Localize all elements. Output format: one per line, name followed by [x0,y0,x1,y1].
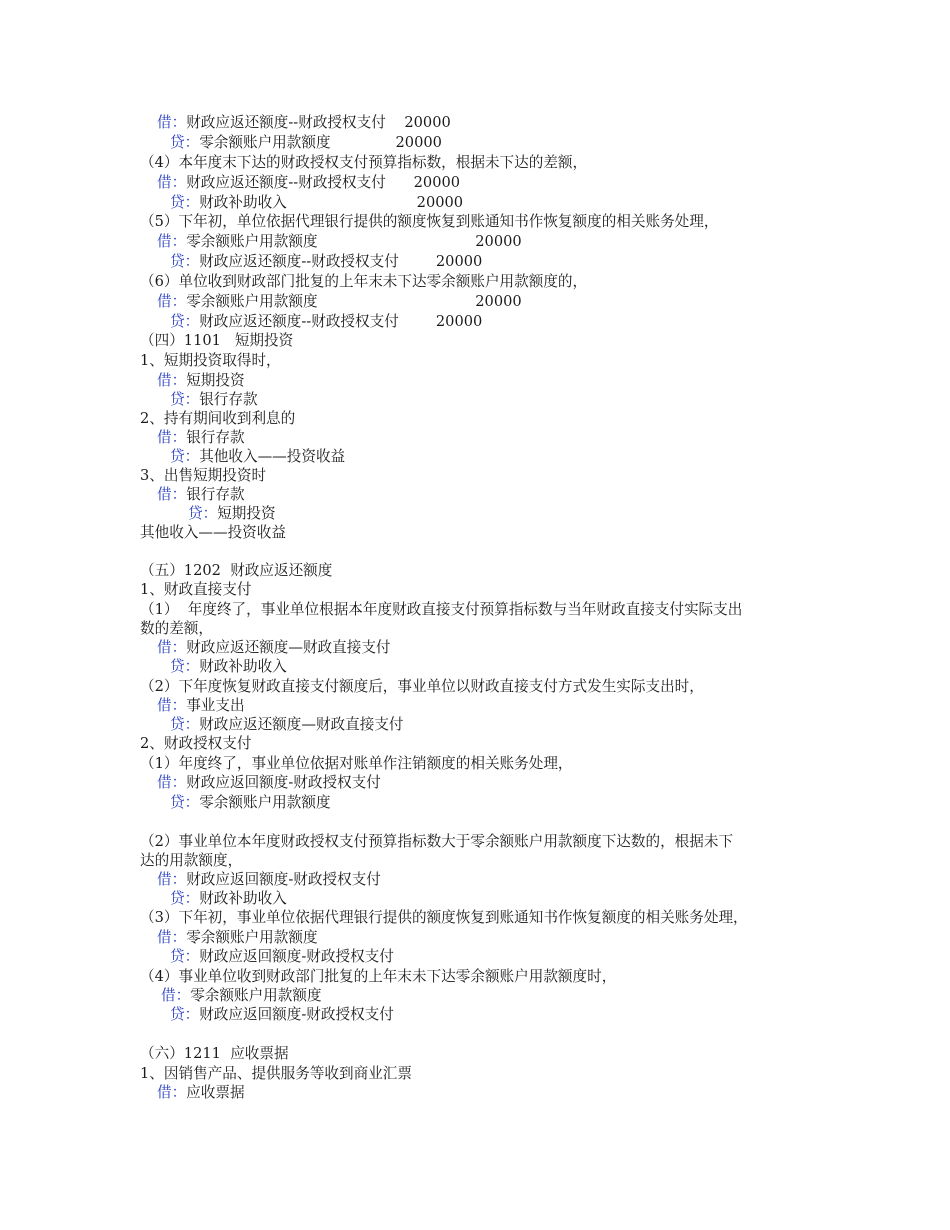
debit-label: 借： [157,639,187,656]
line-text: （6）单位收到财政部门批复的上年末未下达零余额账户用款额度的， [140,273,588,290]
credit-entry-line [170,390,258,409]
debit-label: 借： [157,174,187,191]
credit-label: 贷： [170,253,200,270]
credit-entry-line [170,193,463,212]
text-line [140,851,242,870]
credit-entry-line [170,793,331,812]
line-text: （四）1101 短期投资 [140,332,294,349]
credit-label: 贷： [170,194,200,211]
debit-entry-line [157,638,391,657]
text-line [140,619,213,638]
debit-entry-line [157,485,245,504]
text-line [140,908,748,927]
debit-label: 借： [157,372,187,389]
credit-label: 贷： [170,890,200,907]
line-text: 财政应返还额度—财政直接支付 [199,716,404,733]
credit-label: 贷： [170,948,200,965]
debit-entry-line [157,1083,245,1102]
debit-entry-line [157,232,522,251]
line-text: 短期投资 [186,372,245,389]
line-text: （六）1211 应收票据 [140,1045,289,1062]
line-text: 财政补助收入 20000 [199,194,464,211]
credit-label: 贷： [170,134,200,151]
credit-entry-line [170,715,404,734]
debit-label: 借： [157,114,187,131]
debit-label: 借： [161,987,191,1004]
debit-label: 借： [157,774,187,791]
text-line [140,153,587,172]
debit-label: 借： [157,293,187,310]
text-line [140,331,293,350]
credit-entry-line [170,947,394,966]
credit-entry-line [170,447,345,466]
line-text: 2、财政授权支付 [140,735,252,752]
line-text: 财政应返还额度--财政授权支付 20000 [186,114,451,131]
line-text: 1、财政直接支付 [140,581,252,598]
text-line [140,351,281,370]
line-text: （1）年度终了，事业单位依据对账单作注销额度的相关账务处理， [140,755,573,772]
credit-label: 贷： [170,391,200,408]
line-text: 零余额账户用款额度 [199,794,331,811]
line-text: （2）下年度恢复财政直接支付额度后，事业单位以财政直接支付方式发生实际支出时， [140,678,704,695]
line-text: 财政应返回额度-财政授权支付 [199,1006,394,1023]
line-text: （五）1202 财政应返还额度 [140,562,333,579]
line-text: 1、短期投资取得时， [140,352,281,369]
line-text: 银行存款 [199,391,258,408]
credit-label: 贷： [170,794,200,811]
text-line [140,523,286,542]
line-text: 零余额账户用款额度 20000 [199,134,442,151]
text-line [140,561,332,580]
line-text: 银行存款 [186,486,245,503]
credit-entry-line [170,1005,394,1024]
credit-label: 贷： [170,658,200,675]
debit-entry-line [157,292,522,311]
line-text: 财政补助收入 [199,658,287,675]
line-text: 1、因销售产品、提供服务等收到商业汇票 [140,1065,412,1082]
line-text: 财政应返还额度—财政直接支付 [186,639,391,656]
debit-entry-line [157,773,381,792]
line-text: 财政补助收入 [199,890,287,907]
text-line [140,1044,289,1063]
debit-entry-line [157,428,245,447]
line-text: （4）事业单位收到财政部门批复的上年末未下达零余额账户用款额度时， [140,968,617,985]
line-text: 事业支出 [186,697,245,714]
line-text: 财政应返还额度--财政授权支付 20000 [199,253,483,270]
line-text: （4）本年度末下达的财政授权支付预算指标数，根据未下达的差额， [140,154,588,171]
credit-label: 贷： [170,448,200,465]
credit-label: 贷： [170,716,200,733]
line-text: （3）下年初，事业单位依据代理银行提供的额度恢复到账通知书作恢复额度的相关账务处理， [140,909,748,926]
line-text: 财政应返回额度-财政授权支付 [186,871,381,888]
credit-label: 贷： [170,1006,200,1023]
line-text: 其他收入——投资收益 [140,524,286,541]
debit-entry-line [157,371,245,390]
text-line [140,600,742,619]
line-text: （5）下年初，单位依据代理银行提供的额度恢复到账通知书作恢复额度的相关账务处理， [140,213,719,230]
text-line [140,272,587,291]
debit-label: 借： [157,871,187,888]
credit-entry-line [170,133,442,152]
text-line [140,677,704,696]
credit-label: 贷： [170,313,200,330]
debit-entry-line [157,173,460,192]
text-line [140,580,251,599]
line-text: 银行存款 [186,429,245,446]
line-text: 零余额账户用款额度 [186,929,318,946]
text-line [140,1064,412,1083]
debit-label: 借： [157,233,187,250]
line-text: 财政应返还额度--财政授权支付 20000 [199,313,483,330]
line-text: 其他收入——投资收益 [199,448,346,465]
text-line [140,832,733,851]
debit-label: 借： [157,429,187,446]
line-text: 达的用款额度， [140,852,243,869]
credit-entry-line [170,657,287,676]
text-line [140,212,718,231]
text-line [140,409,295,428]
text-line [140,967,616,986]
line-text: （1） 年度终了，事业单位根据本年度财政直接支付预算指标数与当年财政直接支付实际支出 [140,601,743,618]
line-text: 财政应返回额度-财政授权支付 [199,948,394,965]
text-line [140,466,266,485]
line-text: 应收票据 [186,1084,245,1101]
line-text: 3、出售短期投资时 [140,467,267,484]
line-text: 数的差额， [140,620,213,637]
debit-entry-line [161,986,322,1005]
text-line [140,734,251,753]
debit-label: 借： [157,929,187,946]
line-text: 短期投资 [217,505,276,522]
line-text: 2、持有期间收到利息的 [140,410,296,427]
debit-label: 借： [157,1084,187,1101]
debit-entry-line [157,696,245,715]
text-line [140,754,573,773]
credit-label: 贷： [188,505,218,522]
line-text: （2）事业单位本年度财政授权支付预算指标数大于零余额账户用款额度下达数的，根据未下 [140,833,734,850]
credit-entry-line [170,312,482,331]
credit-entry-line [170,889,287,908]
debit-entry-line [157,113,451,132]
debit-entry-line [157,870,381,889]
debit-label: 借： [157,486,187,503]
debit-entry-line [157,928,318,947]
line-text: 财政应返还额度--财政授权支付 20000 [186,174,461,191]
credit-entry-line [188,504,276,523]
line-text: 零余额账户用款额度 [190,987,322,1004]
line-text: 零余额账户用款额度 20000 [186,293,522,310]
debit-label: 借： [157,697,187,714]
line-text: 财政应返回额度-财政授权支付 [186,774,381,791]
line-text: 零余额账户用款额度 20000 [186,233,522,250]
credit-entry-line [170,252,482,271]
